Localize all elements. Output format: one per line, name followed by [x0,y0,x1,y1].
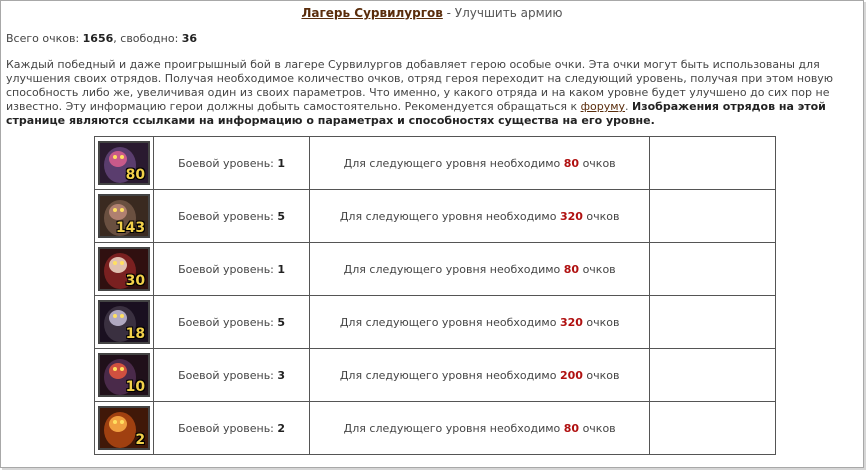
next-level-suffix: очков [582,315,620,329]
portrait-face [109,257,127,273]
hell-steed-unit-icon[interactable] [98,300,150,344]
portrait-face [109,416,127,432]
next-level-prefix: Для следующего уровня необходимо [343,156,564,170]
unit-image-cell [95,137,154,190]
portrait-eye [120,420,124,424]
unit-image-cell [95,349,154,402]
unit-image-cell [95,296,154,349]
next-level-suffix: очков [579,262,616,276]
unit-row [95,243,776,296]
empty-cell [650,296,776,349]
combat-level-value: 2 [277,421,286,435]
points-needed: 80 [563,421,580,435]
unit-count: 2 [135,432,146,448]
combat-level-cell [154,402,310,455]
combat-level-value: 1 [277,262,286,276]
next-level-prefix: Для следующего уровня необходимо [343,262,564,276]
points-needed: 200 [559,368,583,382]
points-needed: 80 [563,262,580,276]
combat-level-cell [154,349,310,402]
total-points-label: Всего очков: [6,32,83,45]
empty-cell [650,349,776,402]
unit-row [95,296,776,349]
next-level-suffix: очков [579,421,616,435]
free-points-value: 36 [181,32,198,45]
points-needed: 320 [559,209,583,223]
next-level-cell [309,190,650,243]
next-level-prefix: Для следующего уровня необходимо [339,315,560,329]
combat-level-value: 1 [277,156,286,170]
description-text-2: . [625,100,633,113]
description-text: Каждый победный и даже проигрышный бой в лагере Сурвилургов добавляет герою особые очки. Эта очки могут быть использованы для улучшения своих отрядов. Получая необходимое количество очков, отряд героя переходит на следующий уровень, получая при этом новую способность либо же, увеличивая один из своих параметров. Что именно, у какого отряда и на каком уровне будет улучшено до сих пор не известно. Эту информацию герои должны добыть самостоятельно. Рекомендуется обращаться к [6,58,834,113]
unit-count: 80 [125,167,146,183]
next-level-prefix: Для следующего уровня необходимо [339,368,560,382]
forum-link[interactable]: форуму [580,100,626,113]
next-level-cell [309,402,650,455]
next-level-prefix: Для следующего уровня необходимо [339,209,560,223]
unit-row [95,190,776,243]
unit-count: 143 [115,220,146,236]
next-level-cell [309,137,650,190]
units-table [94,136,776,455]
unit-row [95,349,776,402]
unit-image-cell [95,243,154,296]
description [6,58,856,128]
next-level-cell [309,296,650,349]
empty-cell [650,137,776,190]
portrait-face [109,151,127,167]
portrait-eye [120,367,124,371]
empty-cell [650,402,776,455]
combat-level-value: 5 [277,209,286,223]
combat-level-label: Боевой уровень: [178,156,278,170]
portrait-eye [120,314,124,318]
portrait-eye [120,155,124,159]
portrait-eye [113,314,117,318]
portrait-face [109,363,127,379]
combat-level-label: Боевой уровень: [178,368,278,382]
combat-level-label: Боевой уровень: [178,209,278,223]
portrait-eye [113,208,117,212]
next-level-suffix: очков [582,368,620,382]
combat-level-label: Боевой уровень: [178,315,278,329]
combat-level-cell [154,243,310,296]
horned-demon-unit-icon[interactable] [98,247,150,291]
combat-level-value: 3 [277,368,286,382]
page-header [1,6,863,20]
unit-count: 10 [125,379,146,395]
imp-unit-icon[interactable] [98,141,150,185]
combat-level-cell [154,296,310,349]
portrait-face [109,310,127,326]
portrait-eye [120,208,124,212]
next-level-cell [309,243,650,296]
points-needed: 320 [559,315,583,329]
fire-warrior-unit-icon[interactable] [98,406,150,450]
units-table-body [95,137,776,455]
header-separator: - [442,6,455,20]
total-points-value: 1656 [82,32,114,45]
demon-unit-icon[interactable] [98,194,150,238]
empty-cell [650,190,776,243]
combat-level-cell [154,137,310,190]
header-action: Улучшить армию [454,6,563,20]
portrait-eye [120,261,124,265]
combat-level-label: Боевой уровень: [178,421,278,435]
description-bold-note: Изображения отрядов на этой странице являются ссылками на информацию о параметрах и способностях существа на его уровне. [6,100,826,127]
combat-level-label: Боевой уровень: [178,262,278,276]
unit-count: 18 [125,326,146,342]
next-level-suffix: очков [582,209,620,223]
portrait-eye [113,261,117,265]
unit-row [95,137,776,190]
portrait-eye [113,420,117,424]
next-level-cell [309,349,650,402]
unit-image-cell [95,190,154,243]
portrait-face [109,204,127,220]
next-level-prefix: Для следующего уровня необходимо [343,421,564,435]
empty-cell [650,243,776,296]
combat-level-cell [154,190,310,243]
points-summary [6,32,197,45]
unit-image-cell [95,402,154,455]
portrait-eye [113,367,117,371]
combat-level-value: 5 [277,315,286,329]
next-level-suffix: очков [579,156,616,170]
fire-demon-unit-icon[interactable] [98,353,150,397]
unit-row [95,402,776,455]
unit-count: 30 [125,273,146,289]
points-needed: 80 [563,156,580,170]
camp-link[interactable]: Лагерь Сурвилургов [301,6,443,20]
free-points-label: , свободно: [113,32,182,45]
portrait-eye [113,155,117,159]
